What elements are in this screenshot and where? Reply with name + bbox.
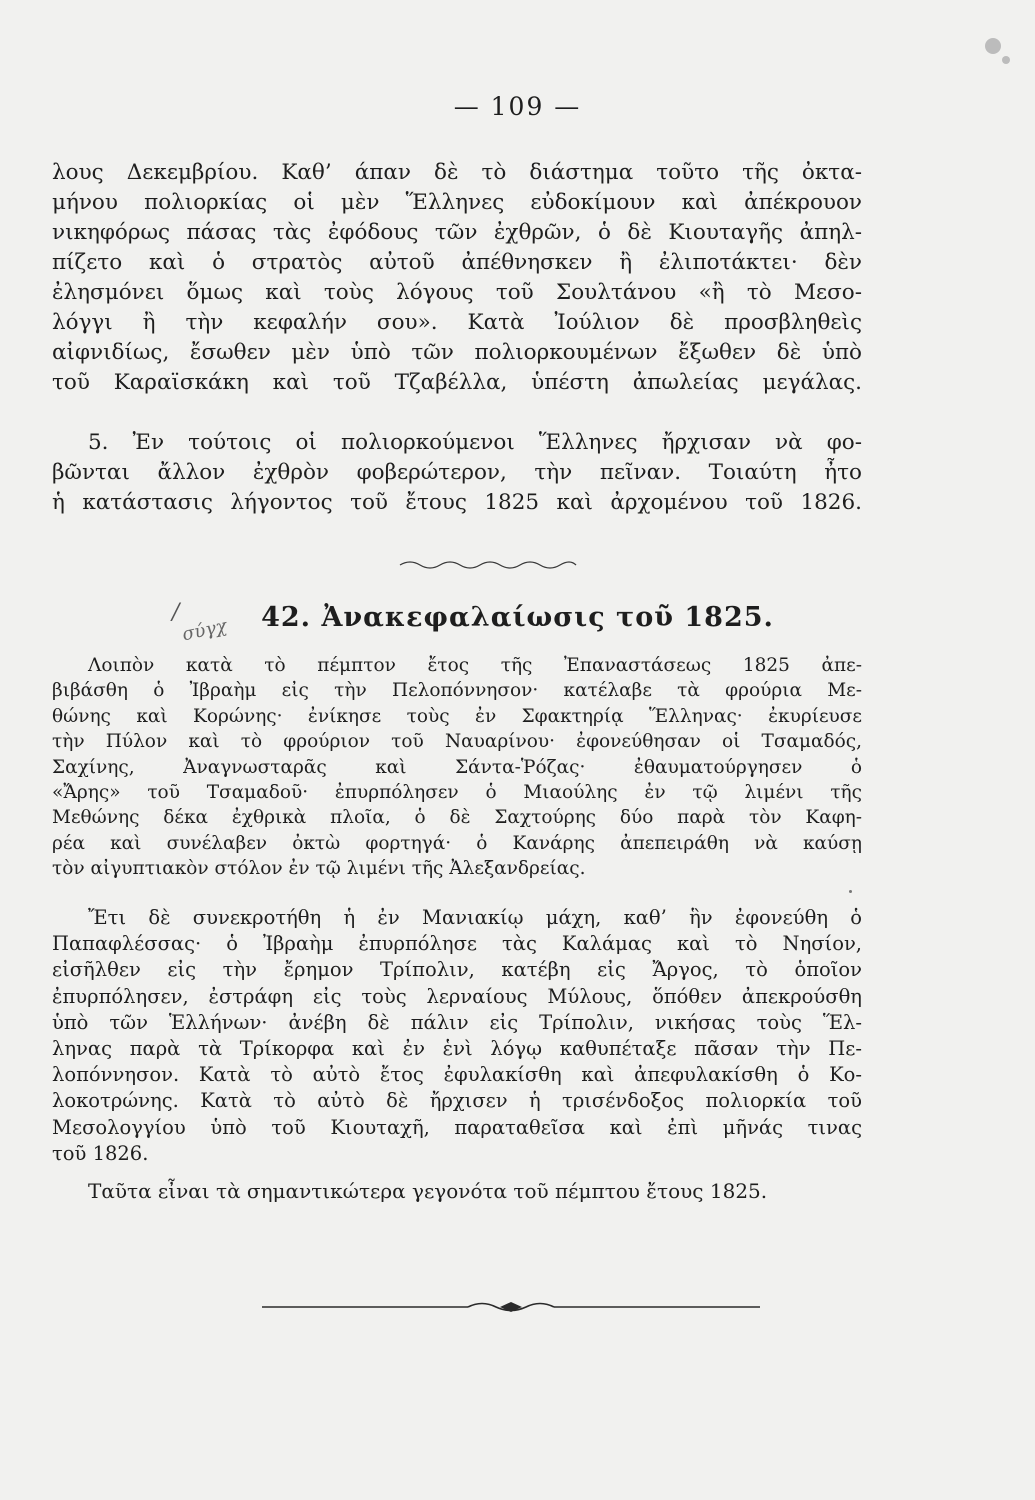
pencil-margin-note: σύγχ [180, 615, 229, 646]
text-line: τὸν αἰγυπτιακὸν στόλον ἐν τῷ λιμένι τῆς Ἀλεξανδρείας. [52, 858, 586, 880]
wavy-divider [398, 558, 578, 572]
text-line: λοκοτρώνης. Κατὰ τὸ αὐτὸ δὲ ἤρχισεν ἡ τρισένδοξος πολιορκία τοῦ [52, 1089, 862, 1113]
text-line: λοπόννησον. Κατὰ τὸ αὐτὸ ἔτος ἐφυλακίσθη καὶ ἀπεφυλακίσθη ὁ Κο- [52, 1063, 862, 1087]
section-title: 42. Ἀνακεφαλαίωσις τοῦ 1825. [261, 602, 774, 633]
page-stain [849, 890, 852, 893]
text-line: Ἔτι δὲ συνεκροτήθη ἡ ἐν Μανιακίῳ μάχη, καθ’ ἣν ἐφονεύθη ὁ [88, 906, 862, 929]
text-line: πίζετο καὶ ὁ στρατὸς αὐτοῦ ἀπέθνησκεν ἢ ἐλιποτάκτει· δὲν [52, 250, 862, 275]
page-number: — 109 — [453, 92, 582, 121]
paragraph-ibrahim-campaign [52, 905, 862, 1167]
page-stain [1002, 56, 1010, 64]
paragraph-events-1825 [52, 653, 862, 882]
text-line: εἰσῆλθεν εἰς τὴν ἔρημον Τρίπολιν, κατέβη εἰς Ἄργος, τὸ ὁποῖον [52, 958, 862, 982]
pencil-mark: / [172, 600, 180, 625]
text-line: αἰφνιδίως, ἔσωθεν μὲν ὑπὸ τῶν πολιορκουμένων ἔξωθεν δὲ ὑπὸ [52, 340, 862, 365]
text-line: λους Δεκεμβρίου. Καθ’ άπαν δὲ τὸ διάστημα τοῦτο τῆς ὀκτα- [52, 160, 862, 185]
text-line: ληνας παρὰ τὰ Τρίκορφα καὶ ἐν ἑνὶ λόγῳ καθυπέταξε πᾶσαν τὴν Πε- [52, 1036, 862, 1060]
text-line: θώνης καὶ Κορώνης· ἐνίκησε τοὺς ἐν Σφακτηρίᾳ Ἕλληνας· ἐκυρίευσε [52, 705, 862, 727]
text-line: «Ἄρης» τοῦ Τσαμαδοῦ· ἐπυρπόλησεν ὁ Μιαούλης ἐν τῷ λιμένι τῆς [52, 781, 862, 803]
paragraph-siege-summary [52, 158, 862, 398]
text-line: τὴν Πύλον καὶ τὸ φρούριον τοῦ Ναυαρίνου· ἐφονεύθησαν οἱ Τσαμαδός, [52, 731, 862, 753]
text-line: ρέα καὶ συνέλαβεν ὀκτὼ φορτηγά· ὁ Κανάρης ἀπεπειράθη νὰ καύσῃ [52, 832, 862, 854]
text-line: μήνου πολιορκίας οἱ μὲν Ἕλληνες εὐδοκίμουν καὶ ἀπέκρουον [52, 190, 862, 215]
paragraph-hunger [52, 428, 862, 518]
text-line: 5. Ἐν τούτοις οἱ πολιορκούμενοι Ἕλληνες ἤρχισαν νὰ φο- [88, 430, 862, 455]
text-line: ἡ κατάστασις λήγοντος τοῦ ἔτους 1825 καὶ ἀρχομένου τοῦ 1826. [52, 490, 862, 515]
text-line: Μεσολογγίου ὑπὸ τοῦ Κιουταχῆ, παραταθεῖσα καὶ ἐπὶ μῆνάς τινας [52, 1115, 862, 1139]
text-line: βῶνται ἄλλον ἐχθρὸν φοβερώτερον, τὴν πεῖναν. Τοιαύτη ἦτο [52, 460, 862, 485]
text-line: Μεθώνης δέκα ἐχθρικὰ πλοῖα, ὁ δὲ Σαχτούρης δύο παρὰ τὸν Καφη- [52, 807, 862, 829]
text-line: Παπαφλέσσας· ὁ Ἰβραὴμ ἐπυρπόλησε τὰς Καλάμας καὶ τὸ Νησίον, [52, 932, 862, 956]
text-line: Σαχίνης, Ἀναγνωσταρᾶς καὶ Σάντα-Ῥόζας· ἐθαυματούργησεν ὁ [52, 756, 862, 778]
text-line: νικηφόρως πάσας τὰς ἐφόδους τῶν ἐχθρῶν, ὁ δὲ Κιουταγῆς ἀπηλ- [52, 220, 862, 245]
ornamental-divider [262, 1298, 760, 1316]
text-line: τοῦ Καραϊσκάκη καὶ τοῦ Τζαβέλλα, ὑπέστη ἀπωλείας μεγάλας. [52, 370, 862, 395]
page-stain [985, 38, 1001, 54]
text-line: τοῦ 1826. [52, 1141, 149, 1165]
closing-sentence: Ταῦτα εἶναι τὰ σημαντικώτερα γεγονότα τοῦ πέμπτου ἔτους 1825. [88, 1179, 768, 1203]
text-line: Λοιπὸν κατὰ τὸ πέμπτον ἔτος τῆς Ἐπαναστάσεως 1825 ἀπε- [88, 655, 862, 676]
text-line: ὑπὸ τῶν Ἑλλήνων· ἀνέβη δὲ πάλιν εἰς Τρίπολιν, νικήσας τοὺς Ἕλ- [52, 1010, 862, 1034]
text-line: βιβάσθη ὁ Ἰβραὴμ εἰς τὴν Πελοπόννησον· κατέλαβε τὰ φρούρια Με- [52, 680, 862, 702]
text-line: λόγγι ἢ τὴν κεφαλήν σου». Κατὰ Ἰούλιον δὲ προσβληθεὶς [52, 310, 862, 335]
text-line: ἐπυρπόλησεν, ἐστράφη εἰς τοὺς λερναίους Μύλους, ὅπόθεν ἀπεκρούσθη [52, 984, 862, 1008]
text-line: ἐλησμόνει ὅμως καὶ τοὺς λόγους τοῦ Σουλτάνου «ἢ τὸ Μεσο- [52, 280, 862, 305]
